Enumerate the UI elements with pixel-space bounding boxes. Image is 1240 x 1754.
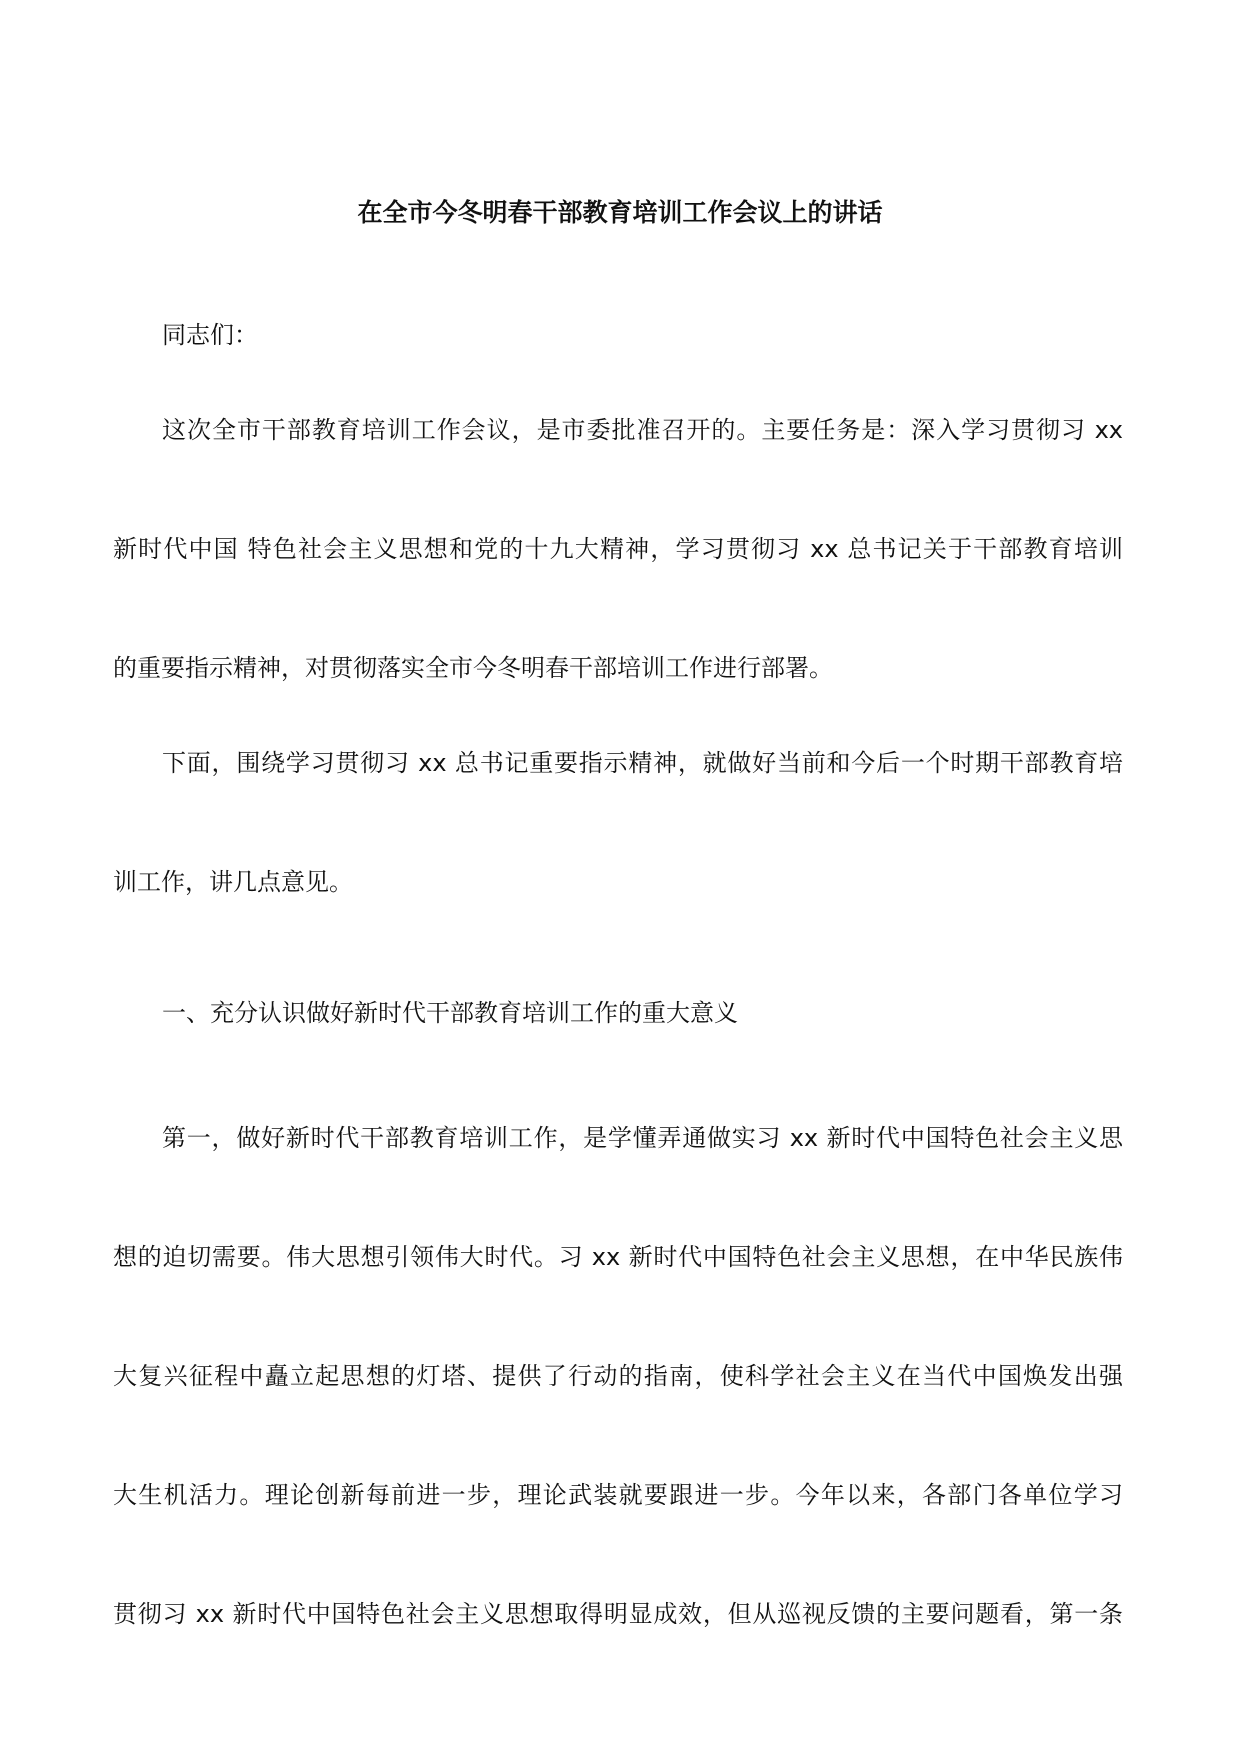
paragraph-line: 大生机活力。理论创新每前进一步，理论武装就要跟进一步。今年以来，各部门各单位学习 [113, 1481, 1123, 1509]
document-title: 在全市今冬明春干部教育培训工作会议上的讲话 [357, 198, 883, 227]
paragraph-line: 训工作，讲几点意见。 [113, 868, 353, 896]
section-heading: 一、充分认识做好新时代干部教育培训工作的重大意义 [162, 999, 738, 1027]
salutation: 同志们： [162, 321, 258, 349]
paragraph-line: 这次全市干部教育培训工作会议，是市委批准召开的。主要任务是：深入学习贯彻习 xx [162, 416, 1123, 444]
paragraph-line: 第一，做好新时代干部教育培训工作，是学懂弄通做实习 xx 新时代中国特色社会主义思 [162, 1124, 1123, 1152]
paragraph-line: 想的迫切需要。伟大思想引领伟大时代。习 xx 新时代中国特色社会主义思想，在中华民族伟 [113, 1243, 1123, 1271]
paragraph-line: 贯彻习 xx 新时代中国特色社会主义思想取得明显成效，但从巡视反馈的主要问题看，第一条 [113, 1600, 1123, 1628]
paragraph-line: 的重要指示精神，对贯彻落实全市今冬明春干部培训工作进行部署。 [113, 654, 833, 682]
paragraph-line: 下面，围绕学习贯彻习 xx 总书记重要指示精神，就做好当前和今后一个时期干部教育培 [162, 749, 1123, 777]
paragraph-line: 新时代中国 特色社会主义思想和党的十九大精神，学习贯彻习 xx 总书记关于干部教育培训 [113, 535, 1123, 563]
paragraph-line: 大复兴征程中矗立起思想的灯塔、提供了行动的指南，使科学社会主义在当代中国焕发出强 [113, 1362, 1123, 1390]
